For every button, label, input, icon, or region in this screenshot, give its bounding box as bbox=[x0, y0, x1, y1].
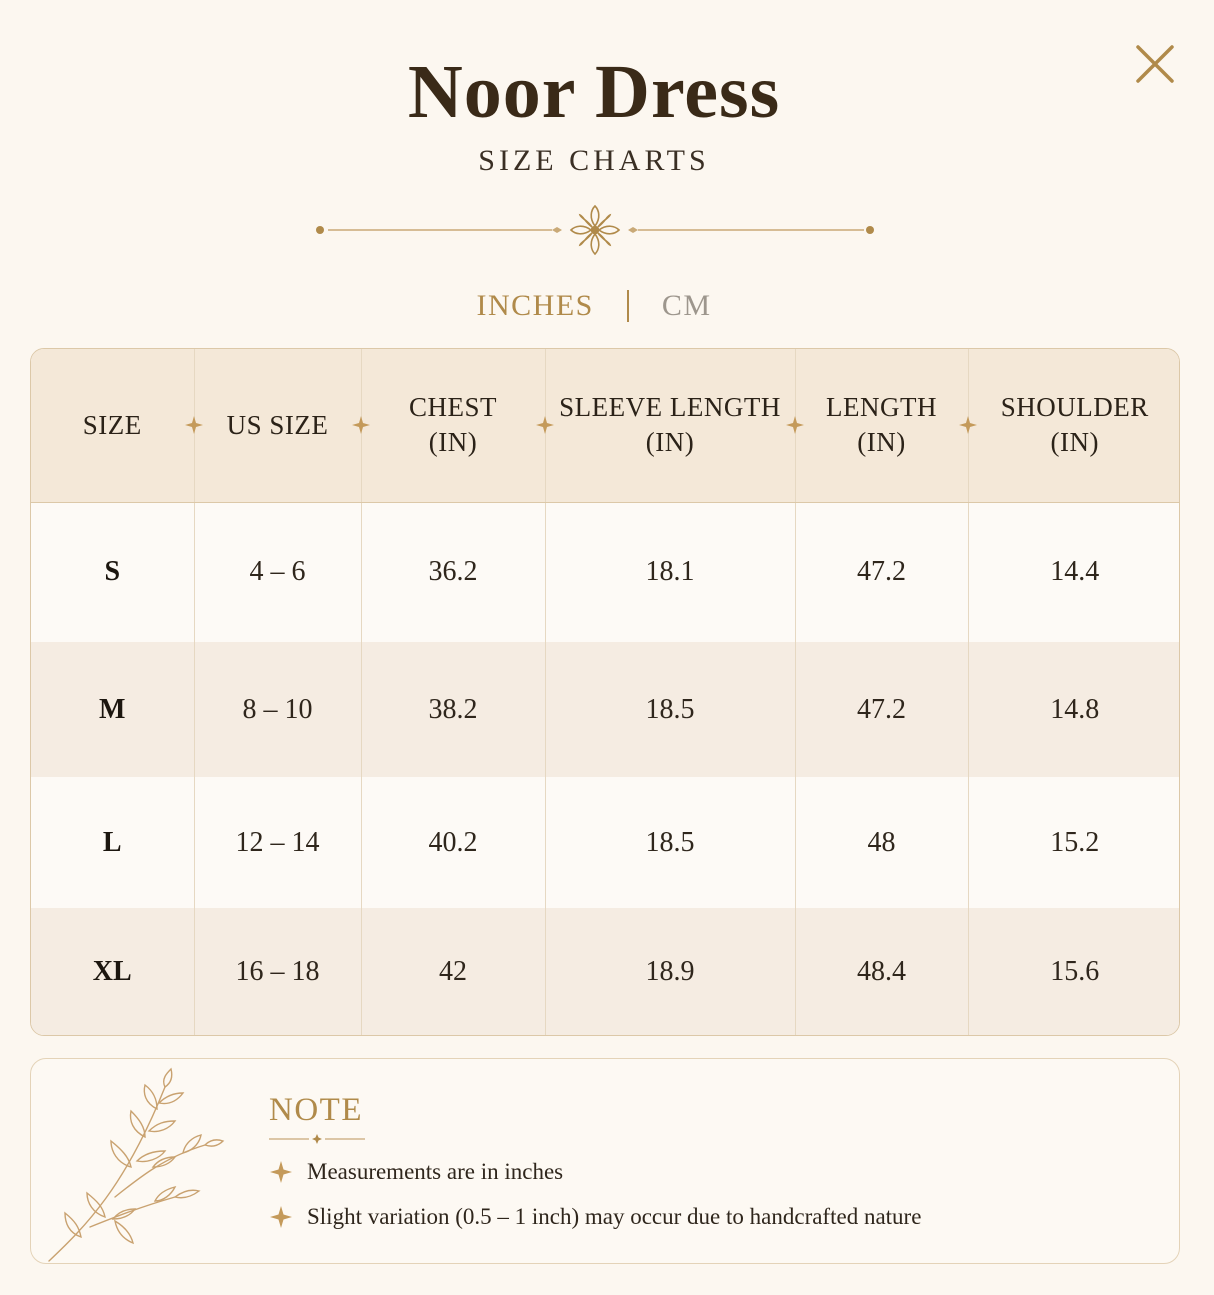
column-header-line: CHEST bbox=[408, 392, 497, 423]
us-size-cell: 4 – 6 bbox=[194, 502, 361, 642]
note-panel bbox=[30, 1058, 1180, 1264]
column-header-chest bbox=[361, 349, 545, 502]
diamond-star-icon bbox=[958, 415, 978, 435]
diamond-star-icon bbox=[269, 1160, 293, 1184]
note-item bbox=[269, 1157, 563, 1187]
table-row bbox=[31, 642, 1180, 777]
shoulder-cell: 15.2 bbox=[968, 777, 1180, 908]
unit-cm-tab[interactable]: CM bbox=[661, 289, 712, 323]
note-divider bbox=[269, 1133, 365, 1145]
us-size-cell: 16 – 18 bbox=[194, 908, 361, 1035]
column-header-sleeve-length bbox=[545, 349, 795, 502]
shoulder-cell: 14.8 bbox=[968, 642, 1180, 777]
sleeve-length-cell: 18.5 bbox=[545, 642, 795, 777]
column-header-unit: (IN) bbox=[645, 427, 695, 458]
diamond-star-icon bbox=[184, 415, 204, 435]
length-cell: 47.2 bbox=[795, 502, 968, 642]
chest-cell: 36.2 bbox=[361, 502, 545, 642]
note-item-text: Slight variation (0.5 – 1 inch) may occur due to handcrafted nature bbox=[307, 1204, 922, 1229]
size-cell: S bbox=[31, 502, 194, 642]
unit-separator bbox=[627, 290, 629, 322]
shoulder-cell: 14.4 bbox=[968, 502, 1180, 642]
diamond-star-icon bbox=[351, 415, 371, 435]
size-cell: M bbox=[31, 642, 194, 777]
table-row bbox=[31, 502, 1180, 642]
length-cell: 48 bbox=[795, 777, 968, 908]
column-header-us-size bbox=[194, 349, 361, 502]
chest-cell: 40.2 bbox=[361, 777, 545, 908]
table-header-row bbox=[31, 349, 1180, 502]
column-header-unit: (IN) bbox=[1050, 427, 1099, 458]
leaf-branch-icon bbox=[45, 1067, 225, 1263]
page-title: Noor Dress bbox=[407, 50, 781, 134]
size-cell: L bbox=[31, 777, 194, 908]
chest-cell: 38.2 bbox=[361, 642, 545, 777]
length-cell: 48.4 bbox=[795, 908, 968, 1035]
unit-inches-tab[interactable]: INCHES bbox=[476, 289, 594, 323]
us-size-cell: 8 – 10 bbox=[194, 642, 361, 777]
length-cell: 47.2 bbox=[795, 642, 968, 777]
note-item bbox=[269, 1202, 921, 1232]
size-cell: XL bbox=[31, 908, 194, 1035]
diamond-star-icon bbox=[269, 1205, 293, 1229]
us-size-cell: 12 – 14 bbox=[194, 777, 361, 908]
column-header-line: SLEEVE LENGTH bbox=[559, 392, 781, 423]
column-header-line: LENGTH bbox=[826, 392, 937, 423]
column-header-line: SHOULDER bbox=[1000, 392, 1149, 423]
column-header-unit: (IN) bbox=[428, 427, 478, 458]
column-header-line: SIZE bbox=[82, 409, 142, 440]
note-item-text: Measurements are in inches bbox=[307, 1159, 564, 1184]
column-header-line: US SIZE bbox=[226, 409, 329, 440]
column-header-size bbox=[31, 349, 194, 502]
note-title: NOTE bbox=[269, 1092, 363, 1128]
column-header-length bbox=[795, 349, 968, 502]
diamond-star-icon bbox=[535, 415, 555, 435]
diamond-star-icon bbox=[785, 415, 805, 435]
sleeve-length-cell: 18.9 bbox=[545, 908, 795, 1035]
chest-cell: 42 bbox=[361, 908, 545, 1035]
sleeve-length-cell: 18.5 bbox=[545, 777, 795, 908]
size-chart-table bbox=[30, 348, 1180, 1036]
page-subtitle: SIZE CHARTS bbox=[478, 144, 710, 177]
sleeve-length-cell: 18.1 bbox=[545, 502, 795, 642]
shoulder-cell: 15.6 bbox=[968, 908, 1180, 1035]
floral-divider-icon bbox=[312, 202, 878, 258]
unit-toggle bbox=[0, 285, 1188, 325]
column-header-shoulder bbox=[968, 349, 1180, 502]
table-row bbox=[31, 777, 1180, 908]
column-header-unit: (IN) bbox=[857, 427, 906, 458]
table-row bbox=[31, 908, 1180, 1035]
